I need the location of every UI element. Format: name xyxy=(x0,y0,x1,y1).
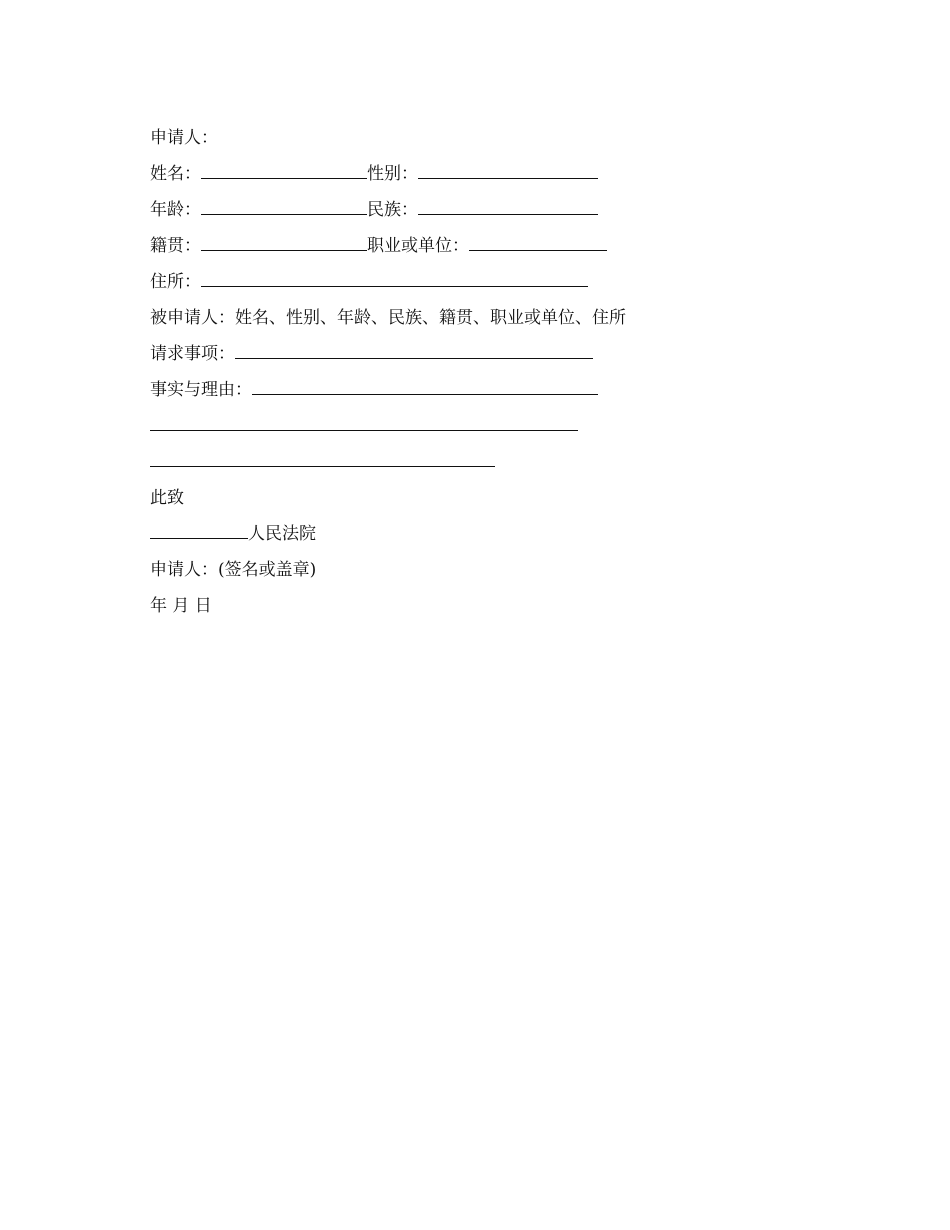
gender-blank[interactable] xyxy=(418,156,598,179)
occupation-blank[interactable] xyxy=(469,228,607,251)
ethnicity-label: 民族： xyxy=(367,200,418,220)
request-label: 请求事项： xyxy=(150,344,235,364)
facts-continuation-blank-2[interactable] xyxy=(150,444,495,467)
closing-text: 此致 xyxy=(150,488,184,508)
request-blank[interactable] xyxy=(235,336,593,359)
court-name-blank[interactable] xyxy=(150,516,248,539)
origin-label: 籍贯： xyxy=(150,236,201,256)
facts-label: 事实与理由： xyxy=(150,380,252,400)
signature-line xyxy=(150,552,870,588)
court-line xyxy=(150,516,870,552)
name-blank[interactable] xyxy=(201,156,367,179)
request-line xyxy=(150,336,870,372)
facts-line xyxy=(150,372,870,408)
origin-blank[interactable] xyxy=(201,228,367,251)
date-text: 年 月 日 xyxy=(150,596,212,616)
facts-continuation-blank-1[interactable] xyxy=(150,408,578,431)
application-form xyxy=(150,120,870,624)
name-label: 姓名： xyxy=(150,164,201,184)
respondent-line xyxy=(150,300,870,336)
court-suffix: 人民法院 xyxy=(248,524,316,544)
name-gender-line xyxy=(150,156,870,192)
occupation-label: 职业或单位： xyxy=(367,236,469,256)
facts-blank[interactable] xyxy=(252,372,598,395)
facts-continuation-line-1 xyxy=(150,408,870,444)
age-ethnicity-line xyxy=(150,192,870,228)
date-line xyxy=(150,588,870,624)
gender-label: 性别： xyxy=(367,164,418,184)
address-label: 住所： xyxy=(150,272,201,292)
ethnicity-blank[interactable] xyxy=(418,192,598,215)
origin-occupation-line xyxy=(150,228,870,264)
address-line xyxy=(150,264,870,300)
respondent-text: 被申请人：姓名、性别、年龄、民族、籍贯、职业或单位、住所 xyxy=(150,308,626,328)
address-blank[interactable] xyxy=(201,264,588,287)
age-label: 年龄： xyxy=(150,200,201,220)
age-blank[interactable] xyxy=(201,192,367,215)
signature-text: 申请人：(签名或盖章) xyxy=(150,560,317,580)
closing-line xyxy=(150,480,870,516)
facts-continuation-line-2 xyxy=(150,444,870,480)
applicant-heading: 申请人： xyxy=(150,128,218,148)
applicant-heading-line xyxy=(150,120,870,156)
